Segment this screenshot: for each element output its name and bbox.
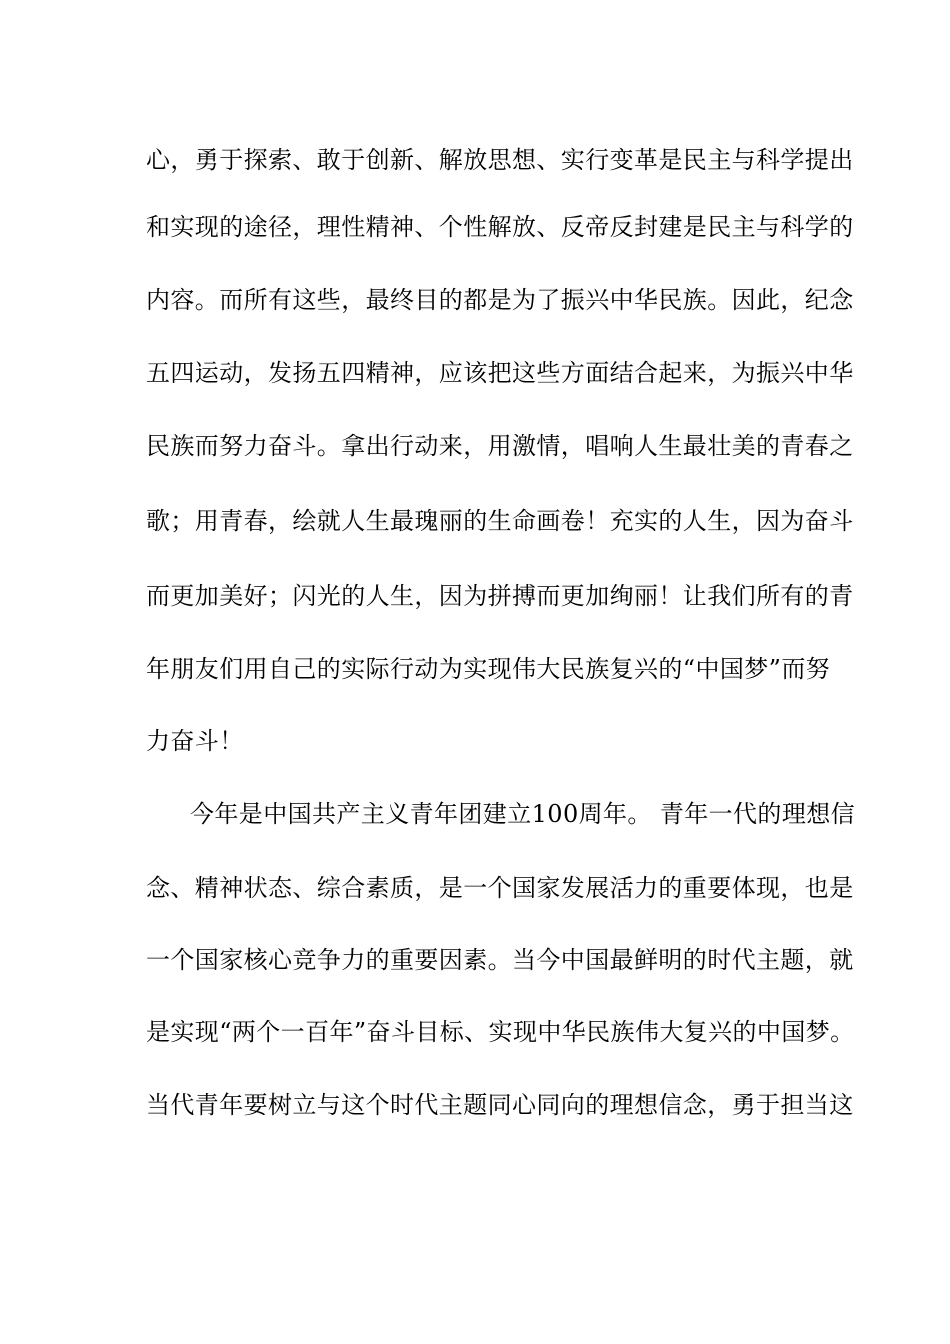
text-line: 是实现“两个一百年”奋斗目标、实现中华民族伟大复兴的中国梦。 xyxy=(146,1018,855,1046)
text-line: 内容。而所有这些，最终目的都是为了振兴中华民族。因此，纪念 xyxy=(146,286,854,314)
text-line: 年朋友们用自己的实际行动为实现伟大民族复兴的“中国梦”而努 xyxy=(146,655,831,683)
text-line: 民族而努力奋斗。拿出行动来，用激情，唱响人生最壮美的青春之 xyxy=(146,432,854,460)
text-line: 心，勇于探索、敢于创新、解放思想、实行变革是民主与科学提出 xyxy=(146,146,854,174)
text-line: 当代青年要树立与这个时代主题同心同向的理想信念，勇于担当这 xyxy=(146,1091,854,1119)
text-line: 和实现的途径，理性精神、个性解放、反帝反封建是民主与科学的 xyxy=(146,213,854,241)
text-line: 歌；用青春，绘就人生最瑰丽的生命画卷！充实的人生，因为奋斗 xyxy=(146,507,854,535)
text-line: 念、精神状态、综合素质，是一个国家发展活力的重要体现，也是 xyxy=(146,874,854,902)
text-line: 力奋斗！ xyxy=(146,727,244,755)
text-line: 而更加美好；闪光的人生，因为拼搏而更加绚丽！让我们所有的青 xyxy=(146,582,854,610)
text-line: 一个国家核心竞争力的重要因素。当今中国最鲜明的时代主题，就 xyxy=(146,946,854,974)
text-line: 今年是中国共产主义青年团建立100周年。 青年一代的理想信 xyxy=(190,800,856,828)
text-line: 五四运动，发扬五四精神，应该把这些方面结合起来，为振兴中华 xyxy=(146,359,854,387)
